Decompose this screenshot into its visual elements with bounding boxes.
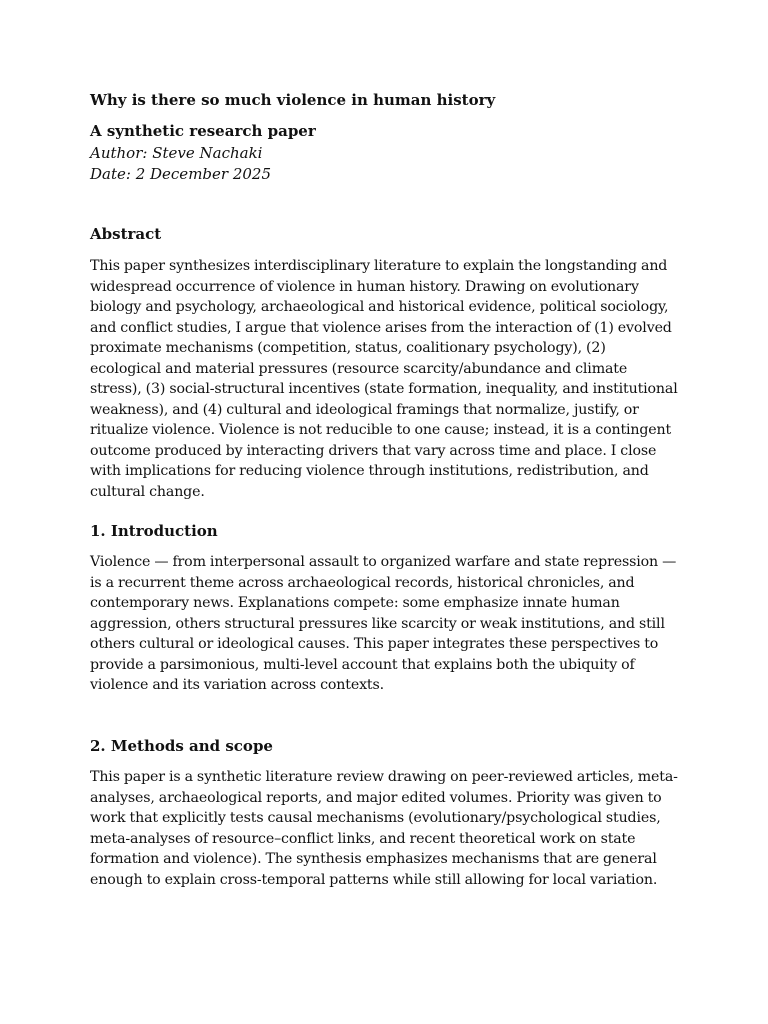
- introduction-heading: 1. Introduction: [90, 522, 218, 540]
- document-author: Author: Steve Nachaki: [90, 144, 263, 162]
- abstract-paragraph: This paper synthesizes interdisciplinary literature to explain the longstanding and widespread occurrence of violence in human history. Drawing on evolutionary biology and psychology, archaeological and historical evidence, political sociology, and conflict studies, I argue that violence arises from the interaction of (1) evolved proximate mechanisms (competition, status, coalitionary psychology), (2) ecological and material pressures (resource scarcity/abundance and climate stress), (3) social-structural incentives (state formation, inequality, and institutional weakness), and (4) cultural and ideological framings that normalize, justify, or ritualize violence. Violence is not reducible to one cause; instead, it is a contingent outcome produced by interacting drivers that vary across time and place. I close with implications for reducing violence through institutions, redistribution, and cultural change.: [90, 258, 678, 500]
- introduction-paragraph: Violence — from interpersonal assault to organized warfare and state repression — is a recurrent theme across archaeological records, historical chronicles, and contemporary news. Explanations compete: some emphasize innate human aggression, others structural pressures like scarcity or weak institutions, and still others cultural or ideological causes. This paper integrates these perspectives to provide a parsimonious, multi-level account that explains both the ubiquity of violence and its variation across contexts.: [90, 554, 677, 693]
- document-date: Date: 2 December 2025: [90, 165, 272, 183]
- methods-paragraph: This paper is a synthetic literature review drawing on peer-reviewed articles, meta-analyses, archaeological reports, and major edited volumes. Priority was given to work that explicitly tests causal mechanisms (evolutionary/psychological studies, meta-analyses of resource–conflict links, and recent theoretical work on state formation and violence). The synthesis emphasizes mechanisms that are general enough to explain cross-temporal patterns while still allowing for local variation.: [90, 769, 678, 888]
- document-title: Why is there so much violence in human history: [90, 91, 496, 109]
- methods-heading: 2. Methods and scope: [90, 737, 273, 755]
- abstract-heading: Abstract: [90, 225, 162, 243]
- document-subtitle: A synthetic research paper: [90, 122, 316, 140]
